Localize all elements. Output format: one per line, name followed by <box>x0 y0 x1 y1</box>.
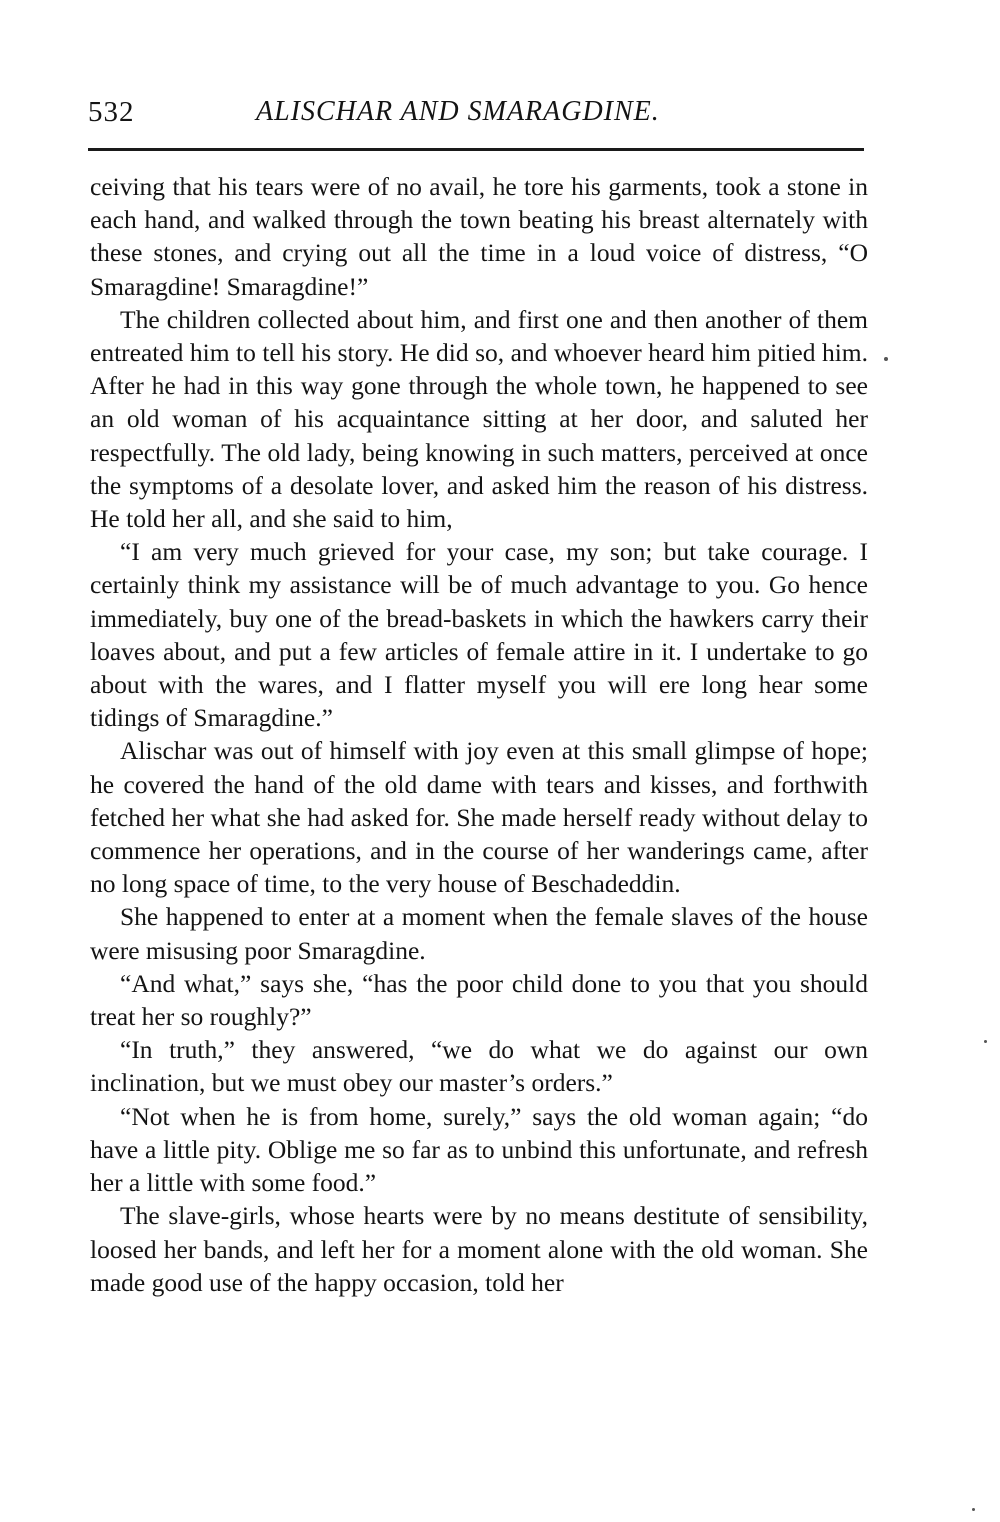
scan-speck <box>984 1040 987 1043</box>
page-number: 532 <box>88 96 135 128</box>
paragraph-5: She happened to enter at a moment when the female slaves of the house were misusing poor Smaragdine. <box>90 902 868 965</box>
page-header <box>88 96 872 140</box>
scan-speck <box>884 357 888 361</box>
paragraph-7: “In truth,” they answered, “we do what we do against our own inclination, but we must obey our master’s orders.” <box>90 1035 868 1098</box>
paragraph-4: Alischar was out of himself with joy even at this small glimpse of hope; he covered the hand of the old dame with tears and kisses, and forthwith fetched her what she had asked for. She made herself ready without delay to commence her operations, and in the course of her wanderings came, after no long space of time, to the very house of Beschadeddin. <box>90 736 868 899</box>
running-title: ALISCHAR AND SMARAGDINE. <box>256 96 660 127</box>
paragraph-6: “And what,” says she, “has the poor child done to you that you should treat her so roughly?” <box>90 968 868 1032</box>
paragraph-3: “I am very much grieved for your case, my son; but take courage. I certainly think my assistance will be of much advantage to you. Go hence immediately, buy one of the bread-baskets in which the hawkers carry their loaves about, and put a few articles of female attire in it. I undertake to go about with the wares, and I flatter myself you will ere long hear some tidings of Smaragdine.” <box>90 537 868 733</box>
paragraph-8: “Not when he is from home, surely,” says the old woman again; “do have a little pity. Oblige me so far as to unbind this unfortunate, and refresh her a little with some food.” <box>90 1101 868 1198</box>
header-rule <box>88 148 864 151</box>
scan-speck <box>972 1508 975 1511</box>
paragraph-1: ceiving that his tears were of no avail, he tore his garments, took a stone in each hand, and walked through the town beating his breast alternately with these stones, and crying out all the time in a loud voice of distress, “O Smaragdine! Smaragdine!” <box>90 172 868 301</box>
paragraph-2: The children collected about him, and first one and then another of them entreated him to tell his story. He did so, and whoever heard him pitied him. After he had in this way gone through the whole town, he happened to see an old woman of his acquaintance sitting at her door, and saluted her respectfully. The old lady, being knowing in such matters, perceived at once the symptoms of a desolate lover, and asked him the reason of his distress. He told her all, and she said to him, <box>90 304 868 534</box>
paragraph-9: The slave-girls, whose hearts were by no means destitute of sensibility, loosed her bands, and left her for a moment alone with the old woman. She made good use of the happy occasion, told her <box>90 1201 868 1297</box>
body-text <box>90 170 868 1299</box>
